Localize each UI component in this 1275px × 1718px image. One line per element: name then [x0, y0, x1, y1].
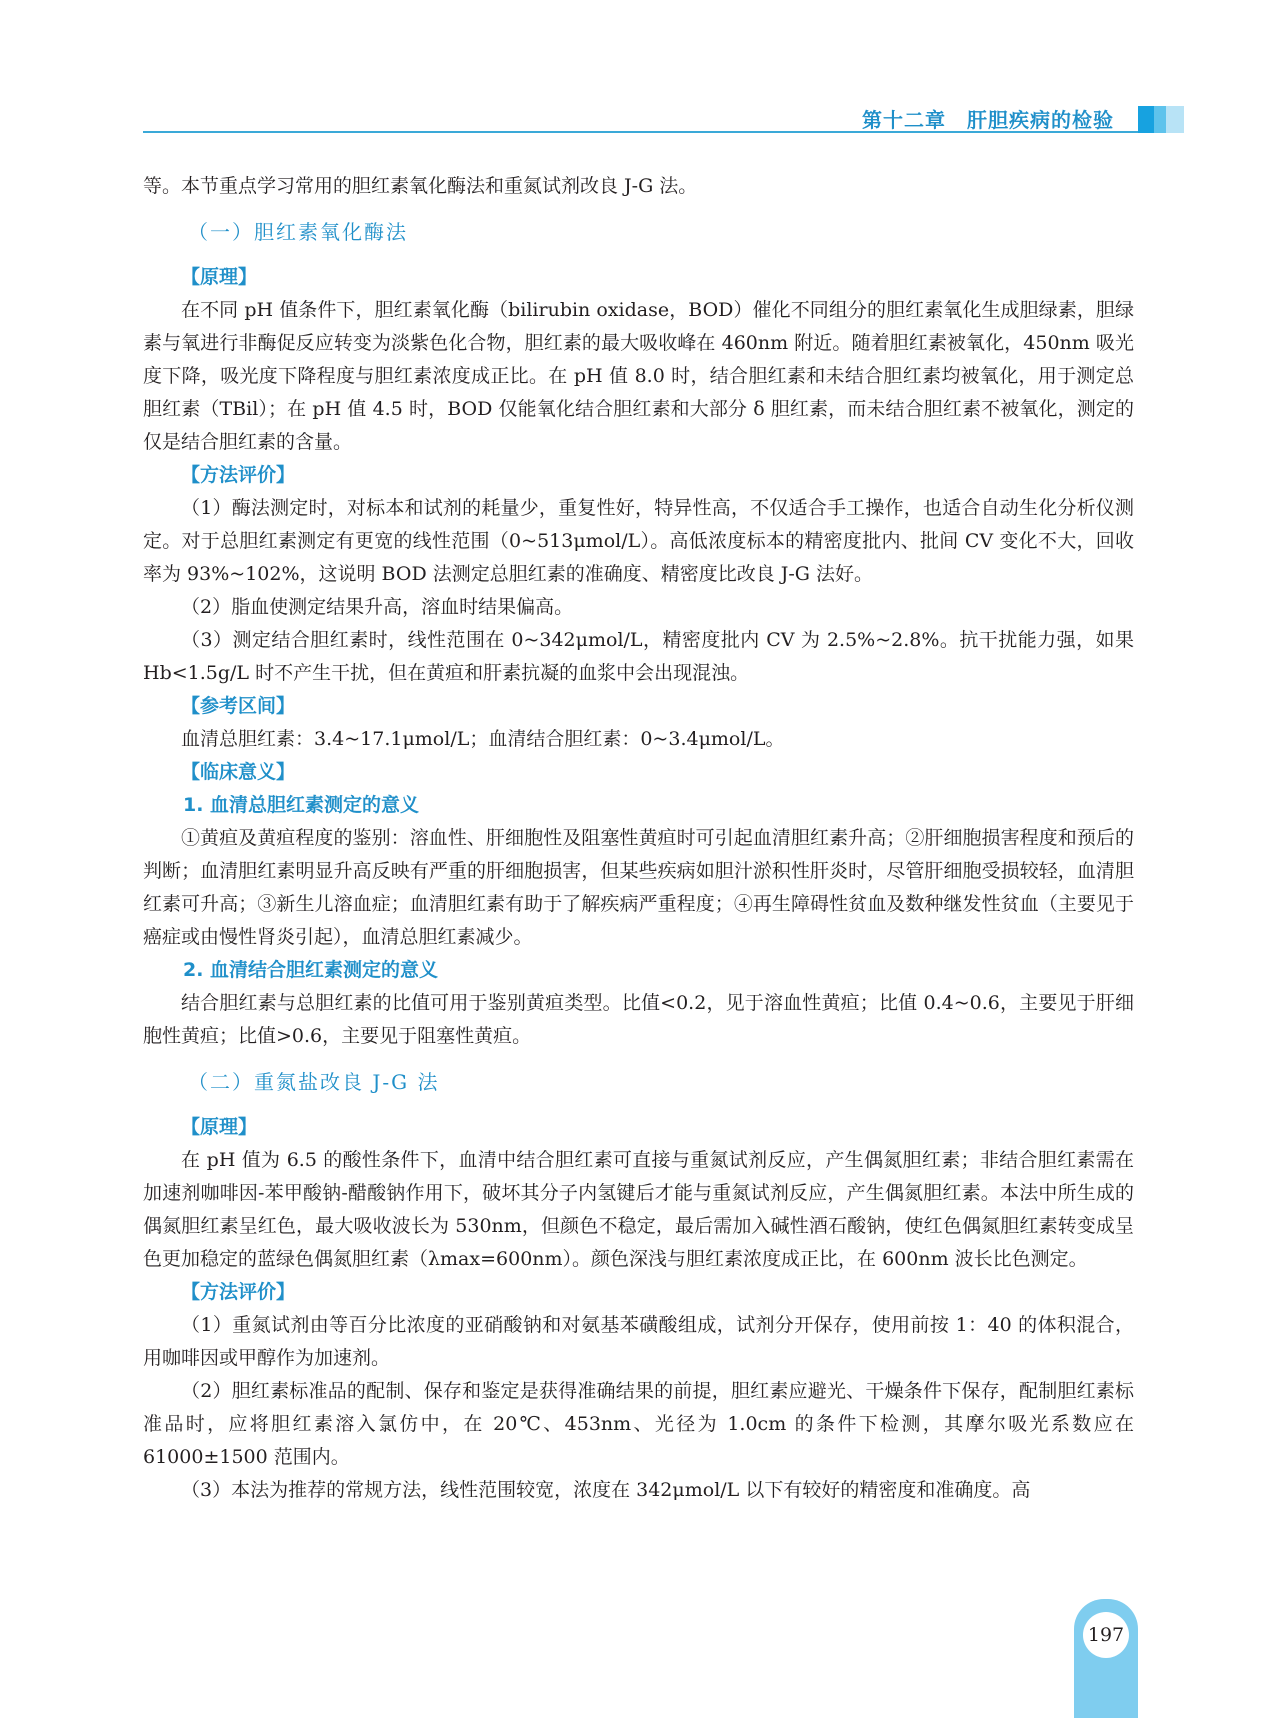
section-1-title: （一）胆红素氧化酶法: [188, 220, 408, 244]
header-color-tab-mid: [1154, 106, 1166, 133]
header-color-tab-light: [1166, 106, 1184, 133]
principle-tag-2: 【原理】: [181, 1116, 258, 1138]
clinical-paragraph-2: 结合胆红素与总胆红素的比值可用于鉴别黄疸类型。比值<0.2，见于溶血性黄疸；比值 0.4~0.6，主要见于肝细胞性黄疸；比值>0.6，主要见于阻塞性黄疸。: [143, 992, 1134, 1047]
section-2-title: （二）重氮盐改良 J-G 法: [188, 1070, 440, 1094]
method-eval-item-1: （1）酶法测定时，对标本和试剂的耗量少，重复性好，特异性高，不仅适合手工操作，也适合自动生化分析仪测定。对于总胆红素测定有更宽的线性范围（0~513μmol/L）。高低浓度标本的精密度批内、批间 CV 变化不大，回收率为 93%~102%，这说明 BOD 法测定总胆红素的准确度、精密度比改良 J-G 法好。: [143, 497, 1134, 585]
chapter-title: 第十二章 肝胆疾病的检验: [862, 108, 1114, 132]
clinical-subheading-1: 1. 血清总胆红素测定的意义: [183, 794, 420, 816]
intro-paragraph: 等。本节重点学习常用的胆红素氧化酶法和重氮试剂改良 J-G 法。: [143, 175, 698, 197]
principle-tag: 【原理】: [181, 266, 258, 288]
principle-paragraph-2: 在 pH 值为 6.5 的酸性条件下，血清中结合胆红素可直接与重氮试剂反应，产生偶氮胆红素；非结合胆红素需在加速剂咖啡因-苯甲酸钠-醋酸钠作用下，破坏其分子内氢键后才能与重氮试剂反应，产生偶氮胆红素。本法中所生成的偶氮胆红素呈红色，最大吸收波长为 530nm，但颜色不稳定，最后需加入碱性酒石酸钠，使红色偶氮胆红素转变成呈色更加稳定的蓝绿色偶氮胆红素（λmax=600nm）。颜色深浅与胆红素浓度成正比，在 600nm 波长比色测定。: [143, 1149, 1134, 1270]
method-eval-2-item-1: （1）重氮试剂由等百分比浓度的亚硝酸钠和对氨基苯磺酸组成，试剂分开保存，使用前按 1：40 的体积混合，用咖啡因或甲醇作为加速剂。: [143, 1314, 1134, 1369]
page-number: 197: [1083, 1612, 1129, 1658]
reference-range-text: 血清总胆红素：3.4~17.1μmol/L；血清结合胆红素：0~3.4μmol/L。: [181, 728, 785, 750]
header-color-tab-dark: [1138, 106, 1154, 133]
clinical-paragraph-1: ①黄疸及黄疸程度的鉴别：溶血性、肝细胞性及阻塞性黄疸时可引起血清胆红素升高；②肝细胞损害程度和预后的判断；血清胆红素明显升高反映有严重的肝细胞损害，但某些疾病如胆汁淤积性肝炎时，尽管肝细胞受损较轻，血清胆红素可升高；③新生儿溶血症；血清胆红素有助于了解疾病严重程度；④再生障碍性贫血及数种继发性贫血（主要见于癌症或由慢性肾炎引起），血清总胆红素减少。: [143, 827, 1134, 948]
clinical-subheading-2: 2. 血清结合胆红素测定的意义: [183, 959, 439, 981]
method-eval-tag: 【方法评价】: [181, 464, 296, 486]
method-eval-2-item-2: （2）胆红素标准品的配制、保存和鉴定是获得准确结果的前提，胆红素应避光、干燥条件下保存，配制胆红素标准品时，应将胆红素溶入氯仿中，在 20℃、453nm、光径为 1.0cm 的条件下检测，其摩尔吸光系数应在 61000±1500 范围内。: [143, 1380, 1134, 1468]
principle-paragraph: 在不同 pH 值条件下，胆红素氧化酶（bilirubin oxidase，BOD）催化不同组分的胆红素氧化生成胆绿素，胆绿素与氧进行非酶促反应转变为淡紫色化合物，胆红素的最大吸收峰在 460nm 附近。随着胆红素被氧化，450nm 吸光度下降，吸光度下降程度与胆红素浓度成正比。在 pH 值 8.0 时，结合胆红素和未结合胆红素均被氧化，用于测定总胆红素（TBil）；在 pH 值 4.5 时，BOD 仅能氧化结合胆红素和大部分 δ 胆红素，而未结合胆红素不被氧化，测定的仅是结合胆红素的含量。: [143, 299, 1134, 453]
clinical-significance-tag: 【临床意义】: [181, 761, 296, 783]
reference-range-tag: 【参考区间】: [181, 695, 296, 717]
page-body: [143, 170, 1134, 1507]
method-eval-item-2: （2）脂血使测定结果升高，溶血时结果偏高。: [181, 596, 574, 618]
method-eval-2-item-3: （3）本法为推荐的常规方法，线性范围较宽，浓度在 342μmol/L 以下有较好的精密度和准确度。高: [181, 1479, 1031, 1501]
method-eval-item-3: （3）测定结合胆红素时，线性范围在 0~342μmol/L，精密度批内 CV 为 2.5%~2.8%。抗干扰能力强，如果 Hb<1.5g/L 时不产生干扰，但在黄疸和肝素抗凝的血浆中会出现混浊。: [143, 629, 1134, 684]
method-eval-tag-2: 【方法评价】: [181, 1281, 296, 1303]
